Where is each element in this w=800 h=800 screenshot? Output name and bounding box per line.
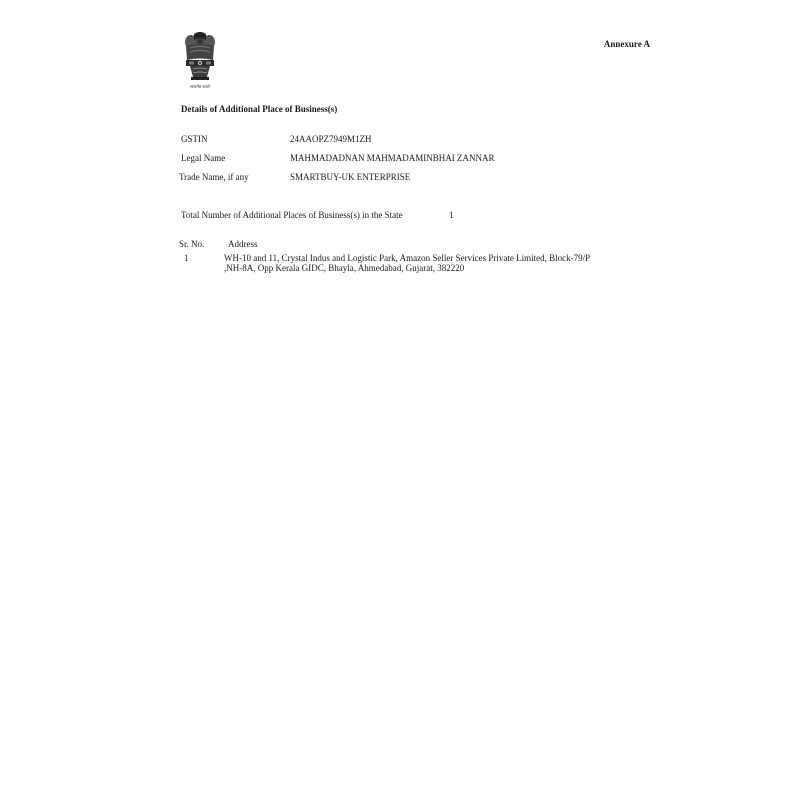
emblem-motto: सत्यमेव जयते (190, 84, 210, 89)
trade-name-label: Trade Name, if any (179, 172, 249, 182)
total-places-value: 1 (449, 210, 454, 220)
lion-capital-icon (180, 30, 220, 84)
total-places-label: Total Number of Additional Places of Business(s) in the State (181, 210, 403, 220)
column-header-sr-no: Sr. No. (179, 239, 205, 249)
page-title: Details of Additional Place of Business(s) (181, 104, 338, 114)
column-header-address: Address (228, 239, 258, 249)
trade-name-value: SMARTBUY-UK ENTERPRISE (290, 172, 411, 182)
address-cell (224, 253, 624, 273)
annexure-label: Annexure A (603, 39, 650, 49)
gstin-value: 24AAOPZ7949M1ZH (290, 134, 372, 144)
legal-name-label: Legal Name (181, 153, 226, 163)
gstin-label: GSTIN (181, 134, 208, 144)
address-line: WH-10 and 11, Crystal Indus and Logistic Park, Amazon Seller Services Private Limited, Block-79/P (224, 253, 591, 263)
address-line: ,NH-8A, Opp Kerala GIDC, Bhayla, Ahmedabad, Gujarat, 382220 (224, 263, 465, 273)
national-emblem (180, 30, 220, 92)
legal-name-value: MAHMADADNAN MAHMADAMINBHAI ZANNAR (290, 153, 495, 163)
sr-no-cell: 1 (184, 253, 189, 263)
